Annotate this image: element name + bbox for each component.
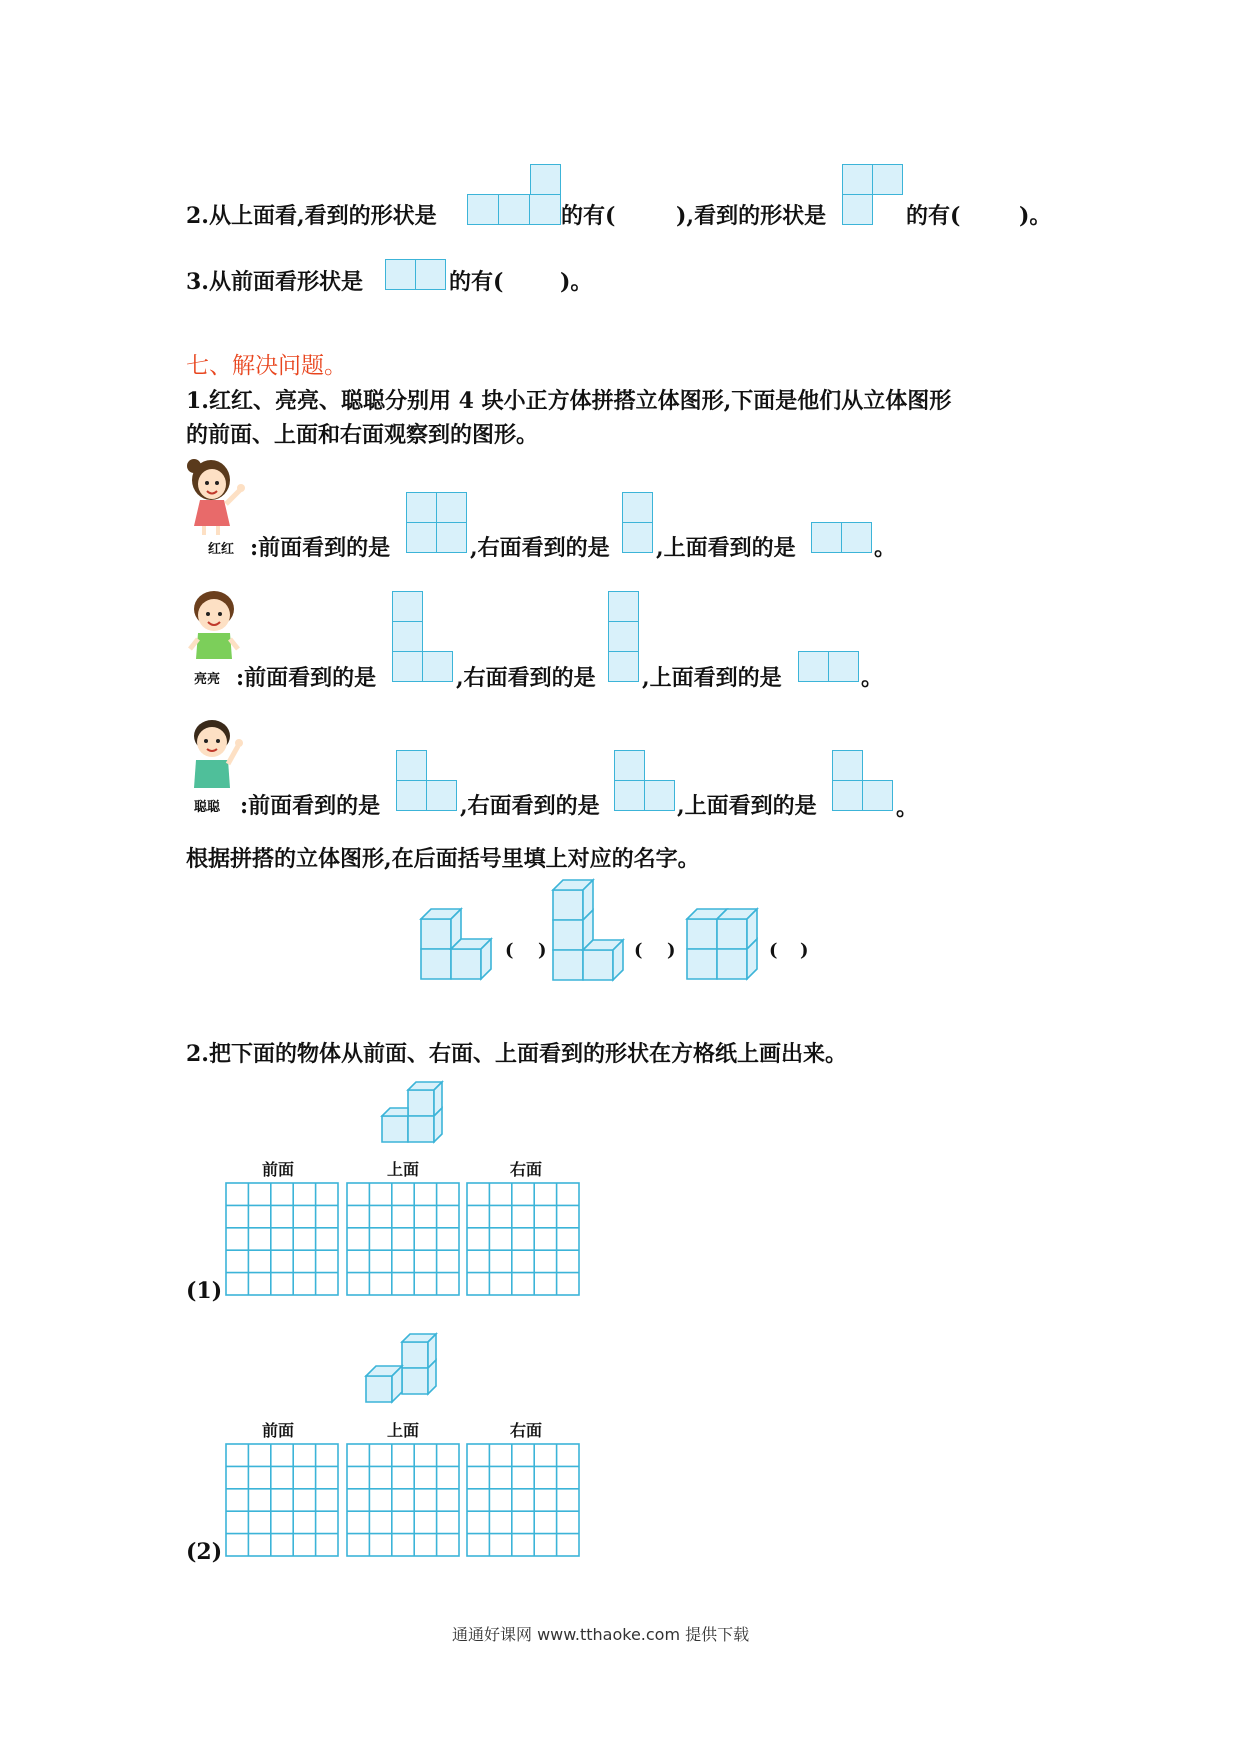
kid3-front-text: :前面看到的是 — [240, 793, 381, 819]
grid-paper-front-1[interactable] — [225, 1182, 339, 1296]
q3-text-2: 的有( — [449, 269, 504, 295]
kid1-top-text: ,上面看到的是 — [656, 535, 796, 561]
kid1-right-text: ,右面看到的是 — [470, 535, 610, 561]
kid-name: 红红 — [208, 542, 235, 557]
cube-figure-3 — [687, 909, 767, 989]
answer-paren-open: ( — [505, 940, 514, 961]
answer-paren-close: ) — [667, 940, 676, 961]
kid3-end: 。 — [896, 795, 919, 821]
cube-figure-1 — [421, 905, 501, 985]
kid-name: 聪聪 — [194, 800, 221, 815]
cube-object-1 — [380, 1078, 456, 1150]
instruction-text: 根据拼搭的立体图形,在后面括号里填上对应的名字。 — [186, 846, 700, 872]
grid-label-front: 前面 — [262, 1421, 295, 1440]
grid-label-front: 前面 — [262, 1160, 295, 1179]
item-2-label: (2) — [186, 1539, 223, 1565]
kid-name: 亮亮 — [194, 672, 221, 687]
problem-1-line-2: 的前面、上面和右面观察到的图形。 — [186, 422, 539, 448]
kid2-top-text: ,上面看到的是 — [642, 665, 782, 691]
grid-paper-top-1[interactable] — [346, 1182, 460, 1296]
q2-text-2: 的有( — [561, 203, 616, 229]
grid-label-top: 上面 — [387, 1160, 420, 1179]
q2-text-5: )。 — [1019, 203, 1052, 229]
grid-label-right: 右面 — [510, 1160, 543, 1179]
kid2-right-text: ,右面看到的是 — [456, 665, 596, 691]
kid1-front-text: :前面看到的是 — [250, 535, 391, 561]
q2-text-4: 的有( — [906, 203, 961, 229]
boy-avatar-icon — [186, 587, 248, 667]
kid1-end: 。 — [874, 535, 897, 561]
footer-text: 通通好课网 www.tthaoke.com 提供下载 — [452, 1625, 750, 1644]
answer-paren-open: ( — [769, 940, 778, 961]
item-1-label: (1) — [186, 1278, 223, 1304]
grid-paper-front-2[interactable] — [225, 1443, 339, 1557]
kid3-right-text: ,右面看到的是 — [460, 793, 600, 819]
grid-paper-right-1[interactable] — [466, 1182, 580, 1296]
grid-paper-right-2[interactable] — [466, 1443, 580, 1557]
section-heading: 七、解决问题。 — [186, 353, 347, 379]
kid2-end: 。 — [861, 665, 884, 691]
problem-1-line-1: 1.红红、亮亮、聪聪分别用 4 块小正方体拼搭立体图形,下面是他们从立体图形 — [186, 388, 952, 414]
q3-text-1: 3.从前面看形状是 — [186, 269, 363, 295]
q2-text-1: 2.从上面看,看到的形状是 — [186, 203, 437, 229]
answer-paren-close: ) — [538, 940, 547, 961]
grid-label-top: 上面 — [387, 1421, 420, 1440]
answer-paren-close: ) — [800, 940, 809, 961]
kid2-front-text: :前面看到的是 — [236, 665, 377, 691]
girl-avatar-icon — [186, 456, 248, 536]
boy-thinking-avatar-icon — [186, 716, 248, 796]
grid-label-right: 右面 — [510, 1421, 543, 1440]
answer-paren-open: ( — [634, 940, 643, 961]
grid-paper-top-2[interactable] — [346, 1443, 460, 1557]
kid3-top-text: ,上面看到的是 — [677, 793, 817, 819]
cube-object-2 — [364, 1330, 444, 1404]
q2-text-3: ),看到的形状是 — [676, 203, 827, 229]
q3-text-3: )。 — [560, 269, 593, 295]
cube-figure-2 — [553, 880, 633, 986]
problem-2-title: 2.把下面的物体从前面、右面、上面看到的形状在方格纸上画出来。 — [186, 1041, 847, 1067]
